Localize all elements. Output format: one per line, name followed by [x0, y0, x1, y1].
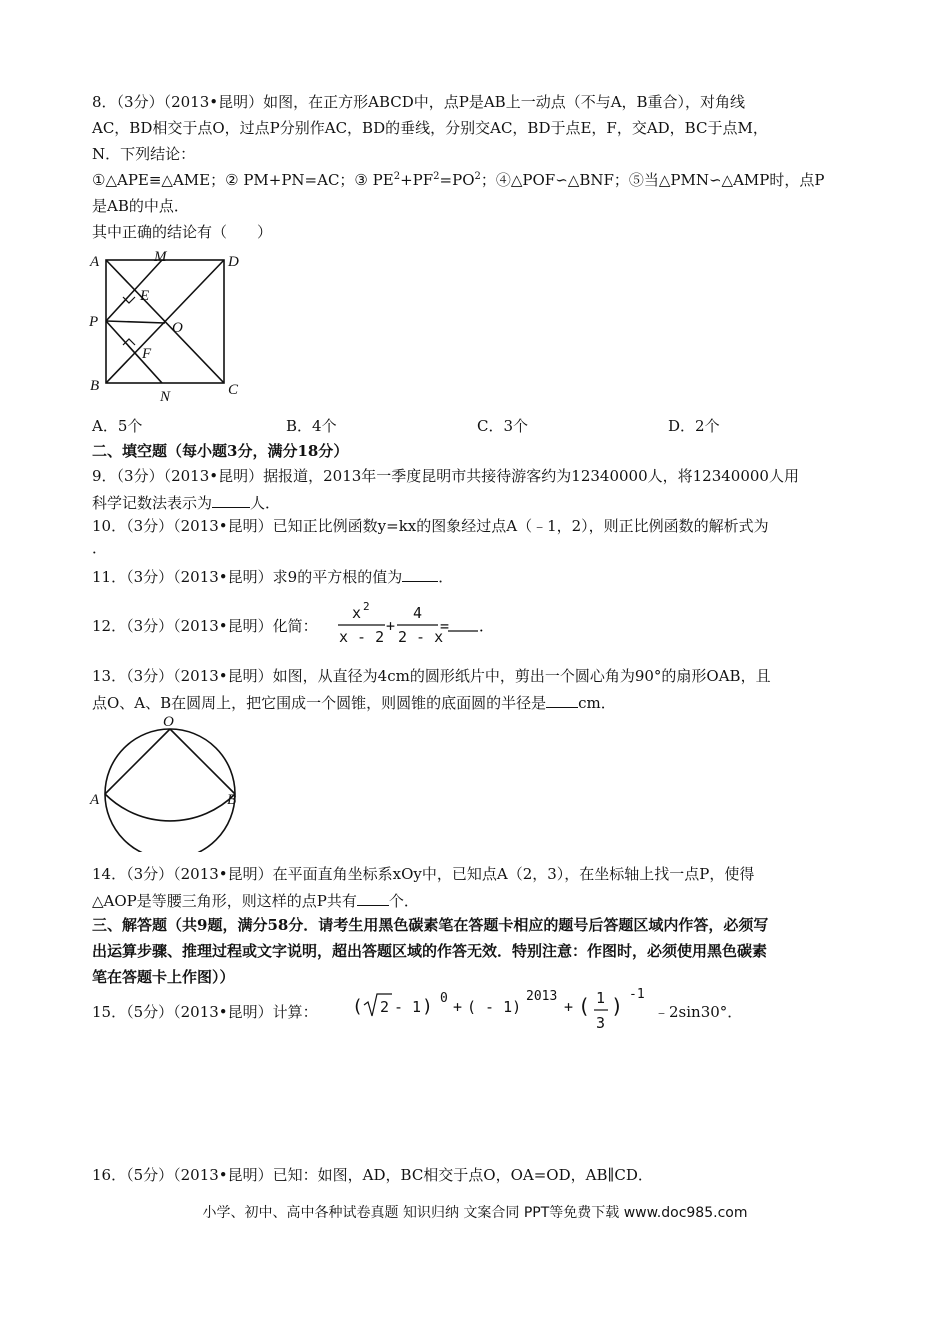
q8-text-line-3: N．下列结论： — [92, 145, 196, 163]
q8-conclusion-part-3: =PO — [439, 171, 475, 189]
q8-text-line-5: 是AB的中点． — [92, 197, 189, 215]
q13-text-line-2 — [92, 692, 616, 713]
q14-prompt: △AOP是等腰三角形，则这样的点P共有 — [92, 892, 357, 910]
q12-denominator-2: 2 - x — [398, 628, 444, 646]
q15-expression — [350, 986, 650, 1036]
q8-option-c: C．3个 — [477, 417, 529, 435]
q14-text-line-1: 14．（3分）（2013•昆明）在平面直角坐标系xOy中，已知点A（2，3），在坐标轴上找一点P，使得 — [92, 865, 755, 883]
q8-question: 其中正确的结论有（ ） — [92, 223, 273, 241]
page-footer: 小学、初中、高中各种试卷真题 知识归纳 文案合同 PPT等免费下载 www.doc985.com — [202, 1205, 748, 1221]
sqrt-radicand: 2 — [380, 998, 390, 1016]
answer-blank — [357, 890, 389, 906]
q8-conclusion-part-4: ；④△POF∽△BNF；⑤当△PMN∽△AMP时，点P — [480, 171, 825, 189]
label-c: C — [228, 382, 239, 398]
exponent-2013: 2013 — [526, 989, 558, 1004]
section-3-heading-line-3: 笔在答题卡上作图）） — [92, 968, 235, 986]
fraction-numerator: 1 — [596, 989, 606, 1007]
q16-text: 16．（5分）（2013•昆明）已知：如图，AD，BC相交于点O，OA=OD，AB∥CD． — [92, 1166, 653, 1184]
q15-tail: ﹣2sin30°． — [654, 1003, 743, 1021]
superscript-2: 2 — [433, 171, 440, 182]
minus-one: - 1 — [394, 998, 422, 1016]
sector-arc-ab — [105, 794, 235, 821]
section-3-heading-line-1: 三、解答题（共9题，满分58分．请考生用黑色碳素笔在答题卡相应的题号后答题区域内作答，必须写 — [92, 916, 769, 934]
superscript-2: 2 — [393, 171, 401, 182]
square-figure — [82, 248, 252, 408]
circle — [105, 729, 235, 852]
q8-conclusion-part-1: ①△APE≡△AME；② PM+PN=AC；③ PE — [92, 171, 394, 189]
q12-denominator-1: x - 2 — [339, 628, 385, 646]
label-p: P — [89, 314, 99, 330]
q12-exponent: 2 — [363, 600, 370, 613]
plus-2: + — [564, 998, 574, 1016]
label-o: O — [163, 714, 174, 730]
q12-prompt: 12．（3分）（2013•昆明）化简： — [92, 617, 318, 635]
label-m: M — [154, 249, 167, 265]
q10-text-line-2: ． — [92, 539, 108, 557]
q8-conclusion-part-2: +PF — [400, 171, 434, 189]
paren-open-2: ( — [578, 994, 591, 1018]
fraction-denominator: 3 — [596, 1014, 606, 1032]
paren-open: ( — [352, 996, 363, 1017]
radius-oa — [105, 729, 170, 794]
q12-equals: = — [440, 617, 450, 635]
paren-close: ) — [422, 996, 433, 1017]
label-e: E — [140, 288, 150, 304]
q8-text-line-2: AC，BD相交于点O，过点P分别作AC，BD的垂线，分别交AC，BD于点E，F，交AD，BC于点M， — [92, 119, 768, 137]
plus-1: + — [453, 998, 463, 1016]
q9-unit: 人． — [250, 494, 281, 512]
q15-prompt: 15．（5分）（2013•昆明）计算： — [92, 1003, 318, 1021]
label-f: F — [142, 346, 152, 362]
label-d: D — [228, 254, 239, 270]
q9-prompt: 科学记数法表示为 — [92, 494, 213, 512]
label-n: N — [160, 389, 171, 405]
label-b: B — [227, 792, 237, 808]
q12-expression — [336, 600, 496, 648]
circle-figure — [84, 712, 254, 852]
segment-po — [106, 321, 165, 323]
negative-one: ( - 1) — [467, 998, 522, 1016]
q8-option-d: D．2个 — [668, 417, 720, 435]
q8-conclusions — [92, 170, 824, 190]
q14-text-line-2 — [92, 890, 419, 911]
section-3-heading-line-2: 出运算步骤、推理过程或文字说明，超出答题区域的作答无效．特别注意：作图时，必须使用黑色碳素 — [92, 942, 768, 960]
q9-text-line-2 — [92, 492, 280, 513]
q11-period: ． — [438, 568, 454, 586]
q11-text — [92, 566, 453, 587]
q9-text-line-1: 9．（3分）（2013•昆明）据报道，2013年一季度昆明市共接待游客约为12340000人，将12340000人用 — [92, 467, 799, 485]
q8-text-line-1: 8．（3分）（2013•昆明）如图，在正方形ABCD中，点P是AB上一动点（不与A，B重合），对角线 — [92, 93, 746, 111]
q11-prompt: 11．（3分）（2013•昆明）求9的平方根的值为 — [92, 568, 403, 586]
q12-numerator-1: x — [352, 604, 362, 622]
label-o: O — [172, 320, 183, 336]
q14-unit: 个． — [388, 892, 419, 910]
label-a: A — [90, 792, 100, 808]
label-a: A — [90, 254, 100, 270]
section-2-heading: 二、填空题（每小题3分，满分18分） — [92, 442, 349, 460]
exponent-negative-one: -1 — [629, 987, 645, 1002]
exponent-zero: 0 — [440, 991, 448, 1006]
q8-option-a: A．5个 — [92, 417, 143, 435]
q12-period: ． — [479, 617, 495, 635]
q8-option-b: B．4个 — [286, 417, 337, 435]
answer-blank — [212, 492, 250, 508]
answer-blank — [546, 692, 578, 708]
label-b: B — [90, 378, 100, 394]
paren-close-2: ) — [611, 994, 624, 1018]
q13-text-line-1: 13．（3分）（2013•昆明）如图，从直径为4cm的圆形纸片中，剪出一个圆心角为90°的扇形OAB，且 — [92, 667, 771, 685]
q12-plus: + — [386, 617, 396, 635]
superscript-2: 2 — [474, 171, 481, 182]
radius-ob — [170, 729, 235, 794]
q13-unit: cm． — [578, 694, 616, 712]
q13-prompt: 点O、A、B在圆周上，把它围成一个圆锥，则圆锥的底面圆的半径是 — [92, 694, 547, 712]
q12-numerator-2: 4 — [413, 604, 423, 622]
answer-blank — [402, 566, 438, 582]
q10-text-line-1: 10．（3分）（2013•昆明）已知正比例函数y=kx的图象经过点A（﹣1，2），则正比例函数的解析式为 — [92, 517, 769, 535]
